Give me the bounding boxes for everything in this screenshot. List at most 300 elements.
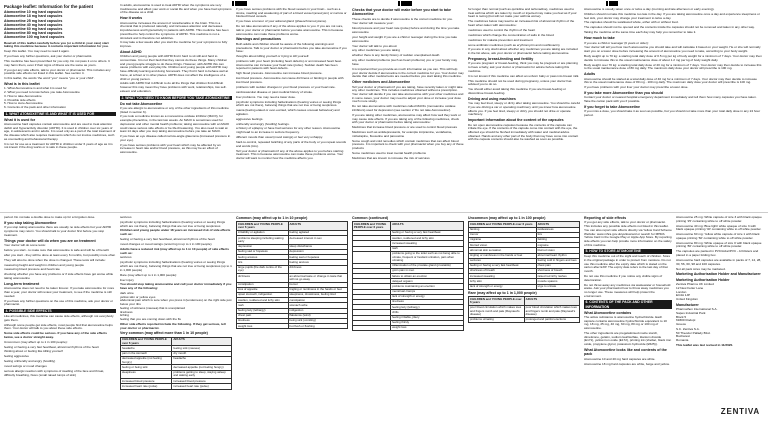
manufacturer-title: Manufacturer bbox=[676, 302, 699, 307]
list-item: if you are allergic to atomoxetine or any of the other ingredients of this medicine (listed in section 6). bbox=[120, 105, 229, 114]
paragraph: If you miss a dose, you should take it as soon as possible, but you should not take more than your total daily dose in any 24 hour period. bbox=[584, 109, 761, 118]
table-cell: problems sleeping including waking early bbox=[237, 236, 289, 245]
paragraph: Atomoxetine 10 and 40 mg hard capsules are white. bbox=[584, 356, 656, 361]
table-cell: headache bbox=[121, 346, 172, 351]
table-cell: urge to urinate bbox=[536, 284, 579, 289]
table-row bbox=[353, 325, 464, 330]
paragraph: Do not throw away any medicines via wastewater or household waste. Ask your pharmacist how to throw away medicines you no longer use. These measures will help protect the environment. bbox=[584, 282, 671, 298]
paragraph: Atomoxetine 60 mg: Yellow white capsule of size 1 with black opaque printing '60' containing white to off white powder. bbox=[676, 232, 760, 240]
list-item: whether there is any family history of sudden unexplained death bbox=[352, 53, 440, 58]
column-1 bbox=[4, 4, 116, 210]
table-cell: tingling or numbness in the hands or feet bbox=[288, 287, 348, 292]
table-row bbox=[237, 236, 348, 245]
paragraph: If you are in any doubt about whether any medicines you are taking are included in the list above, ask your doctor or pharmacist before taking atomoxetine. bbox=[468, 47, 578, 56]
table-cell: an abnormal taste or change in taste that will not go away bbox=[288, 274, 348, 283]
list-item: dark urine bbox=[120, 291, 134, 296]
paragraph: Children should not take this medicine too late in the day. If you are taking atomoxetine once a day and experience sleepiness or feel sick, your doctor may change your treatment to twice a day. bbox=[584, 11, 760, 20]
capsule-info-title: Important information about the content of the capsules bbox=[468, 118, 564, 123]
list-item: feeling of sickness (nausea) that is unexplained bbox=[120, 305, 186, 310]
list-item: low blood pressure. Atomoxetine can cause dizziness or fainting in people with low blood pressure. bbox=[236, 76, 344, 84]
zentiva-logo: ZENTIVA bbox=[720, 407, 760, 416]
bullet: If you have any further questions, ask your doctor or pharmacist. bbox=[4, 54, 93, 59]
list-item: if you have an eye disease called narrow-angle glaucoma (increased pressure in your eye). bbox=[120, 134, 231, 142]
table-row bbox=[237, 274, 348, 283]
list-item: Some cough and cold remedies which contain medicines that can affect blood pressure. It is important to check with your pharmacist when you buy any of these products bbox=[352, 138, 464, 150]
table-row bbox=[469, 317, 580, 322]
column-3 bbox=[236, 8, 348, 214]
mah-title: Marketing Authorisation Holder bbox=[676, 277, 730, 282]
column-8 bbox=[120, 216, 232, 420]
table-cell: feeling agitated bbox=[288, 230, 348, 235]
list-item: seizures bbox=[120, 255, 132, 260]
table-cell: muscle spasms bbox=[536, 279, 579, 284]
paragraph: Atomoxetine 25 mg: White capsule of size 3 with black opaque printing '25' containing white to off white powder. bbox=[676, 216, 762, 223]
bullet: Keep this leaflet. You may need to read it again. bbox=[4, 49, 70, 54]
bullet: If you get any side effects, talk to your doctor or pharmacist. This includes any possible side effects not listed in this leaflet. See section 4. bbox=[4, 67, 111, 76]
paragraph: Adults have a reduced risk (may affect up to 1 in 10 people) of side effects such as: bbox=[120, 246, 229, 255]
column-13 bbox=[676, 216, 764, 406]
column-12 bbox=[584, 216, 672, 420]
list-item: tiredness bbox=[120, 309, 133, 314]
other-medicines-title: Other medicines and Atomoxetine bbox=[352, 80, 411, 85]
list-item: serious allergic reaction with symptoms of swelling of the face and throat, difficulty breathing, hives (small raised lumps of skin) bbox=[4, 369, 105, 377]
list-item: Medicines that are known to increase the risk of seizures bbox=[352, 155, 430, 160]
address-line: Block 5 bbox=[676, 314, 687, 319]
list-item: if you have serious problems with the blood vessels in your brain - such as a stroke, swelling and weakening of part of a blood vessel (aneurysm) or narrow or blocked blood vessels. bbox=[236, 8, 347, 19]
table-cell: feeling or having a very fast heartbeat bbox=[469, 263, 537, 268]
paragraph: Some side effects could be serious. If you have any of the side effects below, see a doctor straight away. bbox=[4, 331, 107, 339]
list-item: any other medicines you are taking bbox=[352, 48, 400, 53]
bullet: This medicine has been prescribed for you only. Do not pass it on to others. It may harm them, even if their signs of illness are the same as yours. bbox=[4, 58, 110, 67]
table-cell: swollen, reddened and itchy skin bbox=[237, 298, 289, 303]
column-10 bbox=[352, 216, 464, 420]
stop-taking-title: If you stop taking Atomoxetine bbox=[4, 220, 57, 225]
long-term-title: Long-term treatment bbox=[4, 281, 40, 286]
paragraph: It is not known if this medicine can affect an unborn baby or pass into breast milk. bbox=[468, 73, 580, 78]
table-cell: indigestion bbox=[288, 308, 348, 313]
table-cell: feeling thirsty bbox=[391, 320, 464, 325]
side-effects-table-common-continued bbox=[352, 221, 464, 331]
paragraph: Tell your doctor or pharmacist if you are taking, have recently taken or might take any other medicines. This includes medicines obtained without a prescription. Your doctor will decide if you can take atomoxetine with your other medicines and in some cases, your doctor may need to adjust your dose or increase your dose much more slowly. bbox=[352, 84, 464, 104]
address-line: 50 Theodor Pallady Blvd. bbox=[676, 330, 711, 335]
table-cell: feeling sad or hopeless bbox=[288, 255, 348, 260]
warnings-title: Warnings and precautions bbox=[236, 37, 281, 42]
list-item: liver problems. You may need a lower dose. bbox=[236, 94, 296, 99]
paragraph: Atomoxetine hard capsules are available in packs of 7, 14, 28, 30, 56, 60, 98 and 100 capsules. bbox=[676, 257, 762, 266]
table-row bbox=[469, 284, 580, 289]
table-cell: feeling or having a very fast heartbeat bbox=[391, 230, 464, 235]
table-title: Common (may affect up to 1 in 10 people) bbox=[236, 216, 308, 220]
list-item: problems with sudden changes in your blood pressure or your heart rate. bbox=[236, 84, 336, 89]
barcode-top-right bbox=[606, 1, 618, 6]
table-cell: increased sweating bbox=[469, 274, 537, 279]
paragraph: Atomoxetine 80 mg: White opaque of size 0 with black opaque printing '80' containing white to off white powder. bbox=[676, 240, 762, 249]
paragraph: Atomoxetine increases the amount of noradrenaline in the brain. This is a chemical that is produced naturally, and increases attention and decreases impulsiveness and hyperactivity in patients with ADHD. This medicine has been prescribed to help control the symptoms of ADHD. This medicine is not a stimulant and is therefore not addictive. bbox=[120, 20, 229, 40]
paragraph: Your doctor will tell you how much atomoxetine you should take and will calculate it based on your weight. He or she will normally start you on a lower dose before increasing the amount of atomoxetine you need to take, according to your body weight. bbox=[584, 45, 761, 54]
paragraph: Rare (may affect up to 1 in 1,000 people): bbox=[120, 272, 178, 277]
paragraph: If you are a child or teenager (6 years or older): bbox=[584, 40, 649, 45]
paragraph: It is important that you provide as much information as you can. This will help your doctor decide if atomoxetine is the correct medicine for you. Your doctor may decide that other medical tests are needed before you start taking this medicine. bbox=[352, 66, 464, 79]
table-header-row bbox=[353, 222, 464, 231]
table-cell: large pupils (the dark centre of the eye) bbox=[237, 265, 289, 274]
side-effects-table-uncommon bbox=[468, 221, 580, 289]
s1-text: Atomoxetine hard capsules contain atomoxetine and are used to treat attention deficit and hyperactivity disorder (ADHD). It is used in children over six years of age, in adolescents and in adults. It is used only as a part of the total treatment of the disease which also requires treatments which do not involve medicines, such as counselling and behavioural therapy. bbox=[4, 121, 116, 141]
list-item: liver injury bbox=[120, 277, 134, 282]
paragraph: Contact your doctor or nearest hospital emergency department immediately and tell them how many capsules you have taken. Take the carton pack with you if possible. bbox=[584, 95, 757, 104]
paragraph: for longer than normal (such as quinidine and terfenadine), medicines used to treat asthma which are taken by mouth or injected may make you feel as if your heart is racing (but will not make your asthma worse). bbox=[468, 8, 577, 19]
paragraph: Keep this medicine out of the sight and reach of children. Store in the original package in order to protect from moisture. Do not use this medicine after the expiry date which is stated on the carton after EXP. The expiry date refers to the last day of that month. bbox=[584, 254, 671, 274]
table-cell: inflammation of the prostate gland (prostatitis) bbox=[391, 263, 464, 268]
table-cell: chest pain bbox=[536, 263, 579, 268]
table-cell: pain in the stomach bbox=[121, 351, 172, 356]
list-item: medicines for malaria prevention and treatment bbox=[468, 37, 533, 42]
address-line: 12 New Fetter Lane bbox=[676, 285, 704, 290]
address-line: United Kingdom bbox=[676, 297, 699, 302]
table-cell: tremor bbox=[469, 232, 537, 237]
paragraph: These checks are to decide if atomoxetine is the correct medicine for you. bbox=[352, 16, 453, 21]
paragraph: You should either avoid taking this medicine if you are breast-feeding or discontinue breast-feeding. bbox=[468, 87, 566, 95]
table-header: CHILDREN and YOUNG PEOPLE over 6 years bbox=[121, 337, 172, 346]
paragraph: The active substance is atomoxetine hydrochloride. Each capsule contains atomoxetine hydrochloride equivalent to 10 mg, 18 mg, 25 mg, 40 mg, 60 mg, 80 mg or 100 mg of atomoxetine. bbox=[584, 315, 667, 331]
table-cell: migraine bbox=[536, 243, 579, 248]
read-all-notice: Read all of this leaflet carefully before you (or a child in your care) start taking this medicine because it contains important information for you. bbox=[4, 40, 109, 49]
list-item: feeling or having a very fast heartbeat, abnormal rhythms of the heart bbox=[4, 344, 99, 349]
contents-item: 4. Possible side effects bbox=[4, 97, 36, 102]
table-cell: fainting bbox=[469, 227, 537, 232]
address-line: Greece bbox=[676, 322, 687, 327]
table-cell: problems getting to sleep, staying asleep and waking early bbox=[172, 370, 232, 379]
list-item: feeling that you are coming down with the flu bbox=[120, 316, 182, 321]
paragraph: The capsules are packed in PVC/Aclar/PVC - Al blisters and placed in a paper folding box. bbox=[676, 249, 759, 258]
list-item: abdominal pain which is sore when you press it (tenderness) on the right side just below your ribs bbox=[120, 298, 232, 307]
table-cell: feeling anxious bbox=[237, 255, 289, 260]
column-4 bbox=[352, 8, 464, 214]
list-item: Some medicines used to treat mental health problems bbox=[352, 150, 426, 155]
table-cell: blurred vision bbox=[469, 243, 537, 248]
table-cell: swollen, reddened and itchy skin bbox=[391, 236, 464, 241]
table-cell: increased sweating bbox=[391, 241, 464, 246]
paragraph: If you are pregnant or breast-feeding, think you may be pregnant or are planning to have a baby, ask your doctor or pharmacist for advice before taking this medicine. bbox=[468, 61, 578, 73]
table-cell: loss of appetite bbox=[237, 287, 289, 292]
contents-item: 6. Contents of the pack and other information bbox=[4, 104, 66, 109]
table-cell: groin pain in men bbox=[391, 268, 464, 273]
forget-title: If you forget to take Atomoxetine bbox=[584, 105, 640, 110]
table-cell: constipation bbox=[237, 282, 289, 287]
table-cell: feeling sad or hopeless bbox=[237, 249, 289, 254]
paragraph: Your doctor will talk to you about: bbox=[352, 43, 398, 48]
list-item: some antibiotic medicines (such as erythromycin and moxifloxacin) bbox=[468, 42, 560, 47]
paragraph: Adults with ADHD find it difficult to do all the things that children find difficult however this may mean they have problems with work, relationships, low self-esteem and education. bbox=[120, 81, 227, 93]
table-header-row bbox=[121, 337, 232, 346]
table-title: Very common (may affect more than 1 in 10 people) bbox=[120, 331, 208, 336]
list-item: mood changes or mood swings (occurring in up to 1 in 100 people) bbox=[120, 241, 212, 246]
list-item: aggressive feelings. bbox=[236, 116, 264, 121]
list-item: any other medical problems (such as heart problems) you or your family may have bbox=[352, 58, 458, 66]
list-item: after you start - they will be done at least every 6 months, but possibly more often bbox=[4, 252, 116, 257]
mah-manufacturer-title: Marketing Authorisation Holder and Manufacturer bbox=[676, 272, 761, 277]
table-cell: irritability or agitation bbox=[237, 230, 289, 235]
table-header: CHILDREN and YOUNG PEOPLE over 6 years bbox=[237, 222, 289, 231]
table-cell: fainting bbox=[536, 237, 579, 242]
address-line: Bucharest bbox=[676, 334, 690, 339]
address-line: Pharmathen International S.A. bbox=[676, 307, 718, 312]
list-item: cardiovascular disease or past medical history of stroke. bbox=[236, 89, 313, 94]
list-item: different moods than usual (mood swings) or feel very unhappy. bbox=[236, 135, 323, 140]
table-cell: lack of strength or energy bbox=[469, 284, 537, 289]
address-line: Zentiva Pharma UK Limited bbox=[676, 282, 714, 287]
table-row bbox=[353, 251, 464, 263]
table-cell: itchy skin bbox=[469, 279, 537, 284]
list-item: problems with your heart (including heart defects) or an increased heart beat. Atomoxetine can increase your heart rate (pulse). Sudden death has been reported in patients with heart defects. bbox=[236, 59, 342, 71]
overdose-title: If you take more Atomoxetine than you should bbox=[584, 91, 663, 96]
do-not-take-title: Do not take Atomoxetine bbox=[120, 101, 163, 106]
table-cell: dizziness bbox=[237, 274, 289, 283]
list-item: Body weight up to 70 kg: a starting total daily dose of 0.5 mg per kg of body weight for a minimum of 7 days. Your doctor may then decide to increase this to the usual maintenance dose of about 1.2 mg per kg of body weight daily. bbox=[584, 54, 762, 62]
table-cell: seizures bbox=[469, 258, 537, 263]
paragraph: Children and young people with ADHD find it hard to sit still and hard to concentrate. It is not their fault that they cannot do these things. Many children and young people struggle to do these things. However, with ADHD this can cause problems with everyday life. Children and young people with ADHD may have difficulty learning and doing homework. They find it hard to behave well at home, at school or in other places. ADHD does not affect the intelligence of a child or young person. bbox=[120, 54, 229, 81]
table-cell: delayed orgasm bbox=[391, 279, 464, 284]
list-item: medicines used to control the rhythm of the heart bbox=[468, 27, 536, 32]
column-6 bbox=[584, 8, 762, 214]
table-cell: stomach ache bbox=[288, 303, 348, 308]
looks-like-title: What Atomoxetine looks like and contents of the pack bbox=[584, 348, 667, 357]
table-cell: tremor bbox=[288, 282, 348, 287]
table-row bbox=[121, 384, 232, 389]
table-cell: restlessness bbox=[536, 227, 579, 232]
table-cell: dry mouth bbox=[172, 351, 232, 356]
barcode-top-mid bbox=[398, 1, 412, 6]
revision-date: This leaflet was last revised in 11/2020. bbox=[676, 343, 734, 348]
section-4-bar: 4. POSSIBLE SIDE EFFECTS bbox=[4, 309, 116, 313]
paragraph: If you stop taking atomoxetine there are usually no side effects but your ADHD symptoms may return. You should talk to your doctor first before you stop treatment. bbox=[4, 225, 112, 237]
paragraph: Your doctor will do some tests: bbox=[4, 242, 46, 247]
you-note: In this leaflet, the words 'the word "you" means "you or your child". bbox=[4, 76, 95, 81]
address-line: 69300 Rodopi bbox=[676, 318, 696, 323]
list-item: if you have a tumour of your adrenal gland (phaeochromocytoma). bbox=[236, 19, 327, 24]
table-cell: depression bbox=[288, 249, 348, 254]
list-item: psychotic symptoms including hallucinations (hearing voices or seeing things which are not there), believing things that are not true or being suspicious bbox=[120, 219, 226, 228]
section-1-bar: 1. WHAT ATOMOXETINE IS AND WHAT IT IS USED FOR bbox=[4, 112, 116, 116]
paragraph: The capsules should be swallowed whole, either with or without food. bbox=[584, 20, 679, 25]
list-item: if you have serious problems with your heart which may be affected by an increase in heart rate and/or blood pressure, as this may be an effect of atomoxetine. bbox=[120, 142, 221, 155]
table-cell: rash bbox=[237, 303, 289, 308]
paragraph: Do not take atomoxetine if any of the above applies to you. If you are not sure, talk to your doctor or pharmacist before you take atomoxetine. This is because atomoxetine can make these problems worse. bbox=[236, 24, 344, 36]
product-6: Atomoxetine 80 mg hard capsules bbox=[4, 31, 63, 36]
table-cell: decreased appetite (not feeling hungry) bbox=[121, 356, 172, 365]
table-cell: problems urinating bbox=[469, 317, 525, 322]
paragraph: It may take a few weeks after you start the medicine for your symptoms to fully improve. bbox=[120, 40, 228, 49]
table-cell: constipation bbox=[288, 298, 348, 303]
list-item: seizures bbox=[120, 216, 132, 219]
table-cell: prolonged and painful erections bbox=[524, 317, 579, 322]
table-cell: tics bbox=[536, 232, 579, 237]
contents-title: What is in this leaflet bbox=[4, 82, 40, 87]
list-item: feeling or having a very fast heartbeat, abnormal rhythms of the heart bbox=[120, 237, 215, 242]
how-it-works-title: How it works bbox=[120, 16, 143, 21]
product-5: Atomoxetine 60 mg hard capsules bbox=[4, 27, 63, 31]
table-cell: failure to obtain an erection bbox=[391, 274, 464, 279]
table-cell: abnormal heart rhythm bbox=[536, 253, 579, 258]
table-cell: rash bbox=[391, 246, 464, 251]
list-item: high blood pressure. Atomoxetine can increase blood pressure. bbox=[236, 71, 323, 76]
table-cell: increased blood pressure bbox=[172, 379, 232, 384]
paragraph: Atomoxetine does not need to be taken forever. If you take atomoxetine for more than a year, your doctor will review your treatment, to see if the medicine is still needed. bbox=[4, 286, 115, 298]
paragraph: Atomoxetine 18 mg hard capsules are white, beige and yellow. bbox=[584, 361, 670, 366]
table-cell: raised red itchy rashes bbox=[536, 274, 579, 279]
table-cell: weight loss bbox=[391, 325, 464, 330]
contents-item: 2. What you need to know before you take Atomoxetine bbox=[4, 90, 80, 95]
table-cell: depression bbox=[237, 244, 289, 249]
table-cell: tingling or numbness in the hands or feet bbox=[469, 253, 537, 258]
table-cell: decreased interest in sex bbox=[288, 236, 348, 245]
contents-item: 3. How to take Atomoxetine bbox=[4, 93, 42, 98]
list-item: checking whether you have any problems or if side effects have got worse while taking atomoxetine bbox=[4, 272, 114, 281]
paragraph: Atomoxetine is usually taken once or twice a day (morning and late afternoon or early evening). bbox=[584, 8, 715, 11]
table-title: Common (continued) bbox=[352, 216, 389, 220]
paragraph: The other ingredients are pregelatinised maize starch, dimeticone, gelatin, sodium laurilsulfate, titanium dioxide (E171), yellow iron oxide (E172), printing ink (shellac, black iron oxide, propylene glycol, potassium hydroxide (E525)). bbox=[584, 331, 672, 347]
product-3: Atomoxetine 25 mg hard capsules bbox=[4, 18, 63, 23]
list-item: measuring height and weight in children and young people bbox=[4, 262, 84, 267]
table-header: CHILDREN and YOUNG PEOPLE over 6 years bbox=[469, 297, 525, 306]
column-9 bbox=[236, 216, 348, 420]
adults-title: Adults bbox=[584, 72, 596, 77]
contains-title: What Atomoxetine contains bbox=[584, 310, 632, 315]
table-cell: dizziness bbox=[288, 265, 348, 274]
table-cell: feeling cold in fingers and toes bbox=[536, 258, 579, 263]
paragraph: period. Do not take a double dose to make up for a forgotten dose. bbox=[4, 216, 96, 219]
column-5 bbox=[468, 8, 580, 214]
list-item: psychotic symptoms including hallucinations (hearing voices or seeing things which are not there), believing things that are not true or being suspicious (up to 1 in 1,000 people) bbox=[120, 260, 232, 272]
paragraph: Not all pack sizes may be marketed. bbox=[676, 266, 726, 271]
address-line: Romania bbox=[676, 338, 689, 343]
list-item: if you took a medicine known as a monoamine oxidase inhibitor (MAOI), for example phenelzine, in the last two weeks. An MAOI is sometimes used for depression and other mental health problems; taking atomoxetine with an MAOI could cause serious side effects or be life-threatening. You also need to wait at least 14 days after you stop taking atomoxetine before you take an MAOI. bbox=[120, 114, 230, 134]
table-cell: migraine bbox=[469, 237, 537, 242]
side-effects-table-rare bbox=[468, 296, 580, 323]
table-cell: lack of strength or energy bbox=[391, 294, 464, 299]
s1-subtitle: What it is used for bbox=[4, 117, 36, 122]
table-cell bbox=[353, 325, 391, 330]
contents-item: 1. What Atomoxetine is and what it is used for bbox=[4, 86, 67, 91]
table-cell: blurred vision bbox=[536, 248, 579, 253]
checks-title: Checks that your doctor will make before you start to take Atomoxetine bbox=[352, 8, 452, 17]
table-row bbox=[237, 324, 348, 329]
table-cell: feeling anxious bbox=[288, 260, 348, 265]
list-item: blood pressure and your heart rate (pulse) before and during the time you take atomoxetine bbox=[352, 26, 460, 35]
list-item: itching bbox=[120, 313, 129, 318]
address-line: London bbox=[676, 289, 687, 294]
list-item: mania (feeling elated or over-excited, which causes unusual behaviour) and agitation. bbox=[236, 108, 340, 116]
list-item: thoughts about killing yourself or trying to kill yourself. bbox=[236, 54, 310, 59]
table-cell: decreased appetite (not feeling hungry) bbox=[172, 365, 232, 370]
product-2: Atomoxetine 18 mg hard capsules bbox=[4, 14, 63, 19]
how-much-title: How much to take bbox=[584, 36, 615, 41]
table-header-row bbox=[469, 297, 580, 306]
list-item: unfriendly and angry (hostility) feelings. bbox=[236, 121, 290, 126]
table-row bbox=[121, 356, 232, 365]
product-1: Atomoxetine 10 mg hard capsules bbox=[4, 10, 63, 15]
s1-text-2: It is not for use as a treatment for ADHD in children under 6 years of age as it is not known if the drug works or is safe in these people. bbox=[4, 141, 113, 150]
paragraph: You should stop taking atomoxetine and call your doctor immediately if you have any of the following: bbox=[120, 282, 232, 291]
column-11 bbox=[468, 216, 580, 420]
table-header: ADULTS bbox=[288, 222, 348, 231]
intro-text: In adults, atomoxetine is used to treat ADHD when the symptoms are very troublesome and affect your work or social life and when you have had symptoms of the disease as a child. bbox=[120, 4, 232, 15]
barcode-top-left bbox=[232, 1, 247, 6]
table-cell: poor blood circulation which makes toes and fingers numb and pale (Raynaud's disease) bbox=[524, 305, 579, 317]
paragraph: Children and young people under 18 years an increased risk of side effects such as: bbox=[120, 228, 231, 237]
leaflet-title: Package leaflet: Information for the patient bbox=[4, 4, 94, 9]
table-cell: feeling sick (nausea) bbox=[172, 346, 232, 351]
table-header: ADULTS bbox=[536, 222, 579, 227]
paragraph: Other side effects reported include the following. If they get serious, tell your doctor or pharmacist. bbox=[120, 321, 226, 330]
table-row bbox=[121, 370, 232, 379]
table-header: ADULTS bbox=[391, 222, 464, 231]
section-2-bar: 2. WHAT YOU NEED TO KNOW BEFORE YOU TAKE ATOMOXETINE bbox=[120, 96, 232, 100]
paragraph: If you have any further questions on the use of this medicine, ask your doctor or pharmacist. bbox=[4, 298, 114, 307]
product-4: Atomoxetine 40 mg hard capsules bbox=[4, 22, 63, 27]
list-item: Medicines such as antidepressants, for example imipramine, venlafaxine, mirtazapine, fluoxetine and paroxetine bbox=[352, 130, 453, 138]
paragraph: Uncommon (may affect up to 1 in 100 people): bbox=[4, 339, 68, 344]
paragraph: Although some people get side effects, most people find that atomoxetine helps them. Your doctor will talk to you about these side effects. bbox=[4, 322, 113, 331]
table-cell: weight loss bbox=[237, 324, 289, 329]
table-header: CHILDREN and YOUNG PEOPLE over 6 years bbox=[469, 222, 537, 227]
table-cell: tics bbox=[237, 260, 289, 265]
list-item: psychotic symptoms including hallucinations (hearing voices or seeing things which are not there), believing things that are not true or being suspicious. bbox=[236, 99, 342, 108]
column-7 bbox=[4, 216, 116, 420]
column-2 bbox=[120, 4, 232, 210]
paragraph: Your doctor will measure your: bbox=[352, 21, 394, 26]
list-item: your height and weight if you are a child or teenager during the time you take atomoxetine bbox=[352, 34, 458, 43]
paragraph: If you have problems with your liver your doctor may prescribe a lower dose. bbox=[584, 85, 689, 90]
table-cell: problems maintaining an erection bbox=[391, 284, 464, 289]
table-cell: hot flush or flushing bbox=[288, 324, 348, 329]
list-item: measuring blood pressure and heart rate bbox=[4, 267, 60, 272]
list-item: feeling unfriendly and angry (hostility) bbox=[4, 359, 56, 364]
address-line: Sapes Industrial Park bbox=[676, 311, 706, 316]
table-cell: feeling lazy (lethargy) bbox=[391, 305, 464, 310]
paragraph: If you are taking other medicines, atomoxetine may affect how well they work or may cause side effects. If you are taking any of the following medicines, check with your doctor or pharmacist before taking atomoxetine: bbox=[352, 112, 461, 125]
table-header-row bbox=[237, 222, 348, 231]
paragraph: They will also be done when the dose is changed. These tests will include: bbox=[4, 257, 106, 262]
table-cell: feeling or being sick bbox=[121, 365, 172, 370]
table-cell: chest pain bbox=[237, 313, 289, 318]
table-cell: sleepiness, drowsiness, feeling tired bbox=[288, 293, 348, 298]
pregnancy-title: Pregnancy, breast-feeding and fertility bbox=[468, 57, 534, 62]
list-item: a history of epilepsy or have had seizures for any other reason. Atomoxetine might lead to an increase in seizure frequency. bbox=[236, 126, 341, 135]
table-cell: chills bbox=[391, 310, 464, 315]
table-header: ADULTS bbox=[524, 297, 579, 306]
paragraph: This medicine should not be used during pregnancy, unless your doctor has advised you to do so. bbox=[468, 78, 572, 87]
reporting-title: Reporting of side effects bbox=[584, 216, 627, 220]
product-7: Atomoxetine 100 mg hard capsules bbox=[4, 35, 65, 40]
contents-item: 5. How to store Atomoxetine bbox=[4, 101, 43, 106]
table-cell: menstrual cramps bbox=[391, 289, 464, 294]
table-row bbox=[469, 305, 580, 317]
table-cell: upset stomach, indigestion bbox=[237, 293, 289, 298]
table-cell: increased heart rate (pulse) bbox=[172, 384, 232, 389]
table-cell: increased blood pressure bbox=[121, 379, 172, 384]
table-cell: problems going to the toilet such as not being able to urinate, frequent or hesitant urination, pain when urinating bbox=[391, 251, 464, 263]
paragraph: Taking the medicine at the same time each day may help you remember to take it. bbox=[584, 30, 697, 35]
table-cell bbox=[353, 251, 391, 263]
table-cell: being sick (vomiting) bbox=[288, 319, 348, 324]
paragraph: You may feel tired, sleepy or dizzy after taking atomoxetine. You should be careful if you are driving a car or operating machinery until you know how atomoxetine affects you. If you feel tired, sleepy or dizzy you should not drive or operate machinery. bbox=[468, 101, 580, 117]
list-item: mood swings or mood changes bbox=[4, 364, 47, 369]
list-item: feeling aggressive bbox=[4, 354, 29, 359]
doctor-tests-title: Things your doctor will do when you are on treatment bbox=[4, 238, 96, 243]
paragraph: Do not take atomoxetine with medicines called MAOIs (monoamine oxidase inhibitors) used for depression (see section 2 'Do not take Atomoxetine'). bbox=[352, 104, 456, 112]
table-cell: sleepiness bbox=[121, 370, 172, 379]
table-cell: headache bbox=[172, 356, 232, 365]
